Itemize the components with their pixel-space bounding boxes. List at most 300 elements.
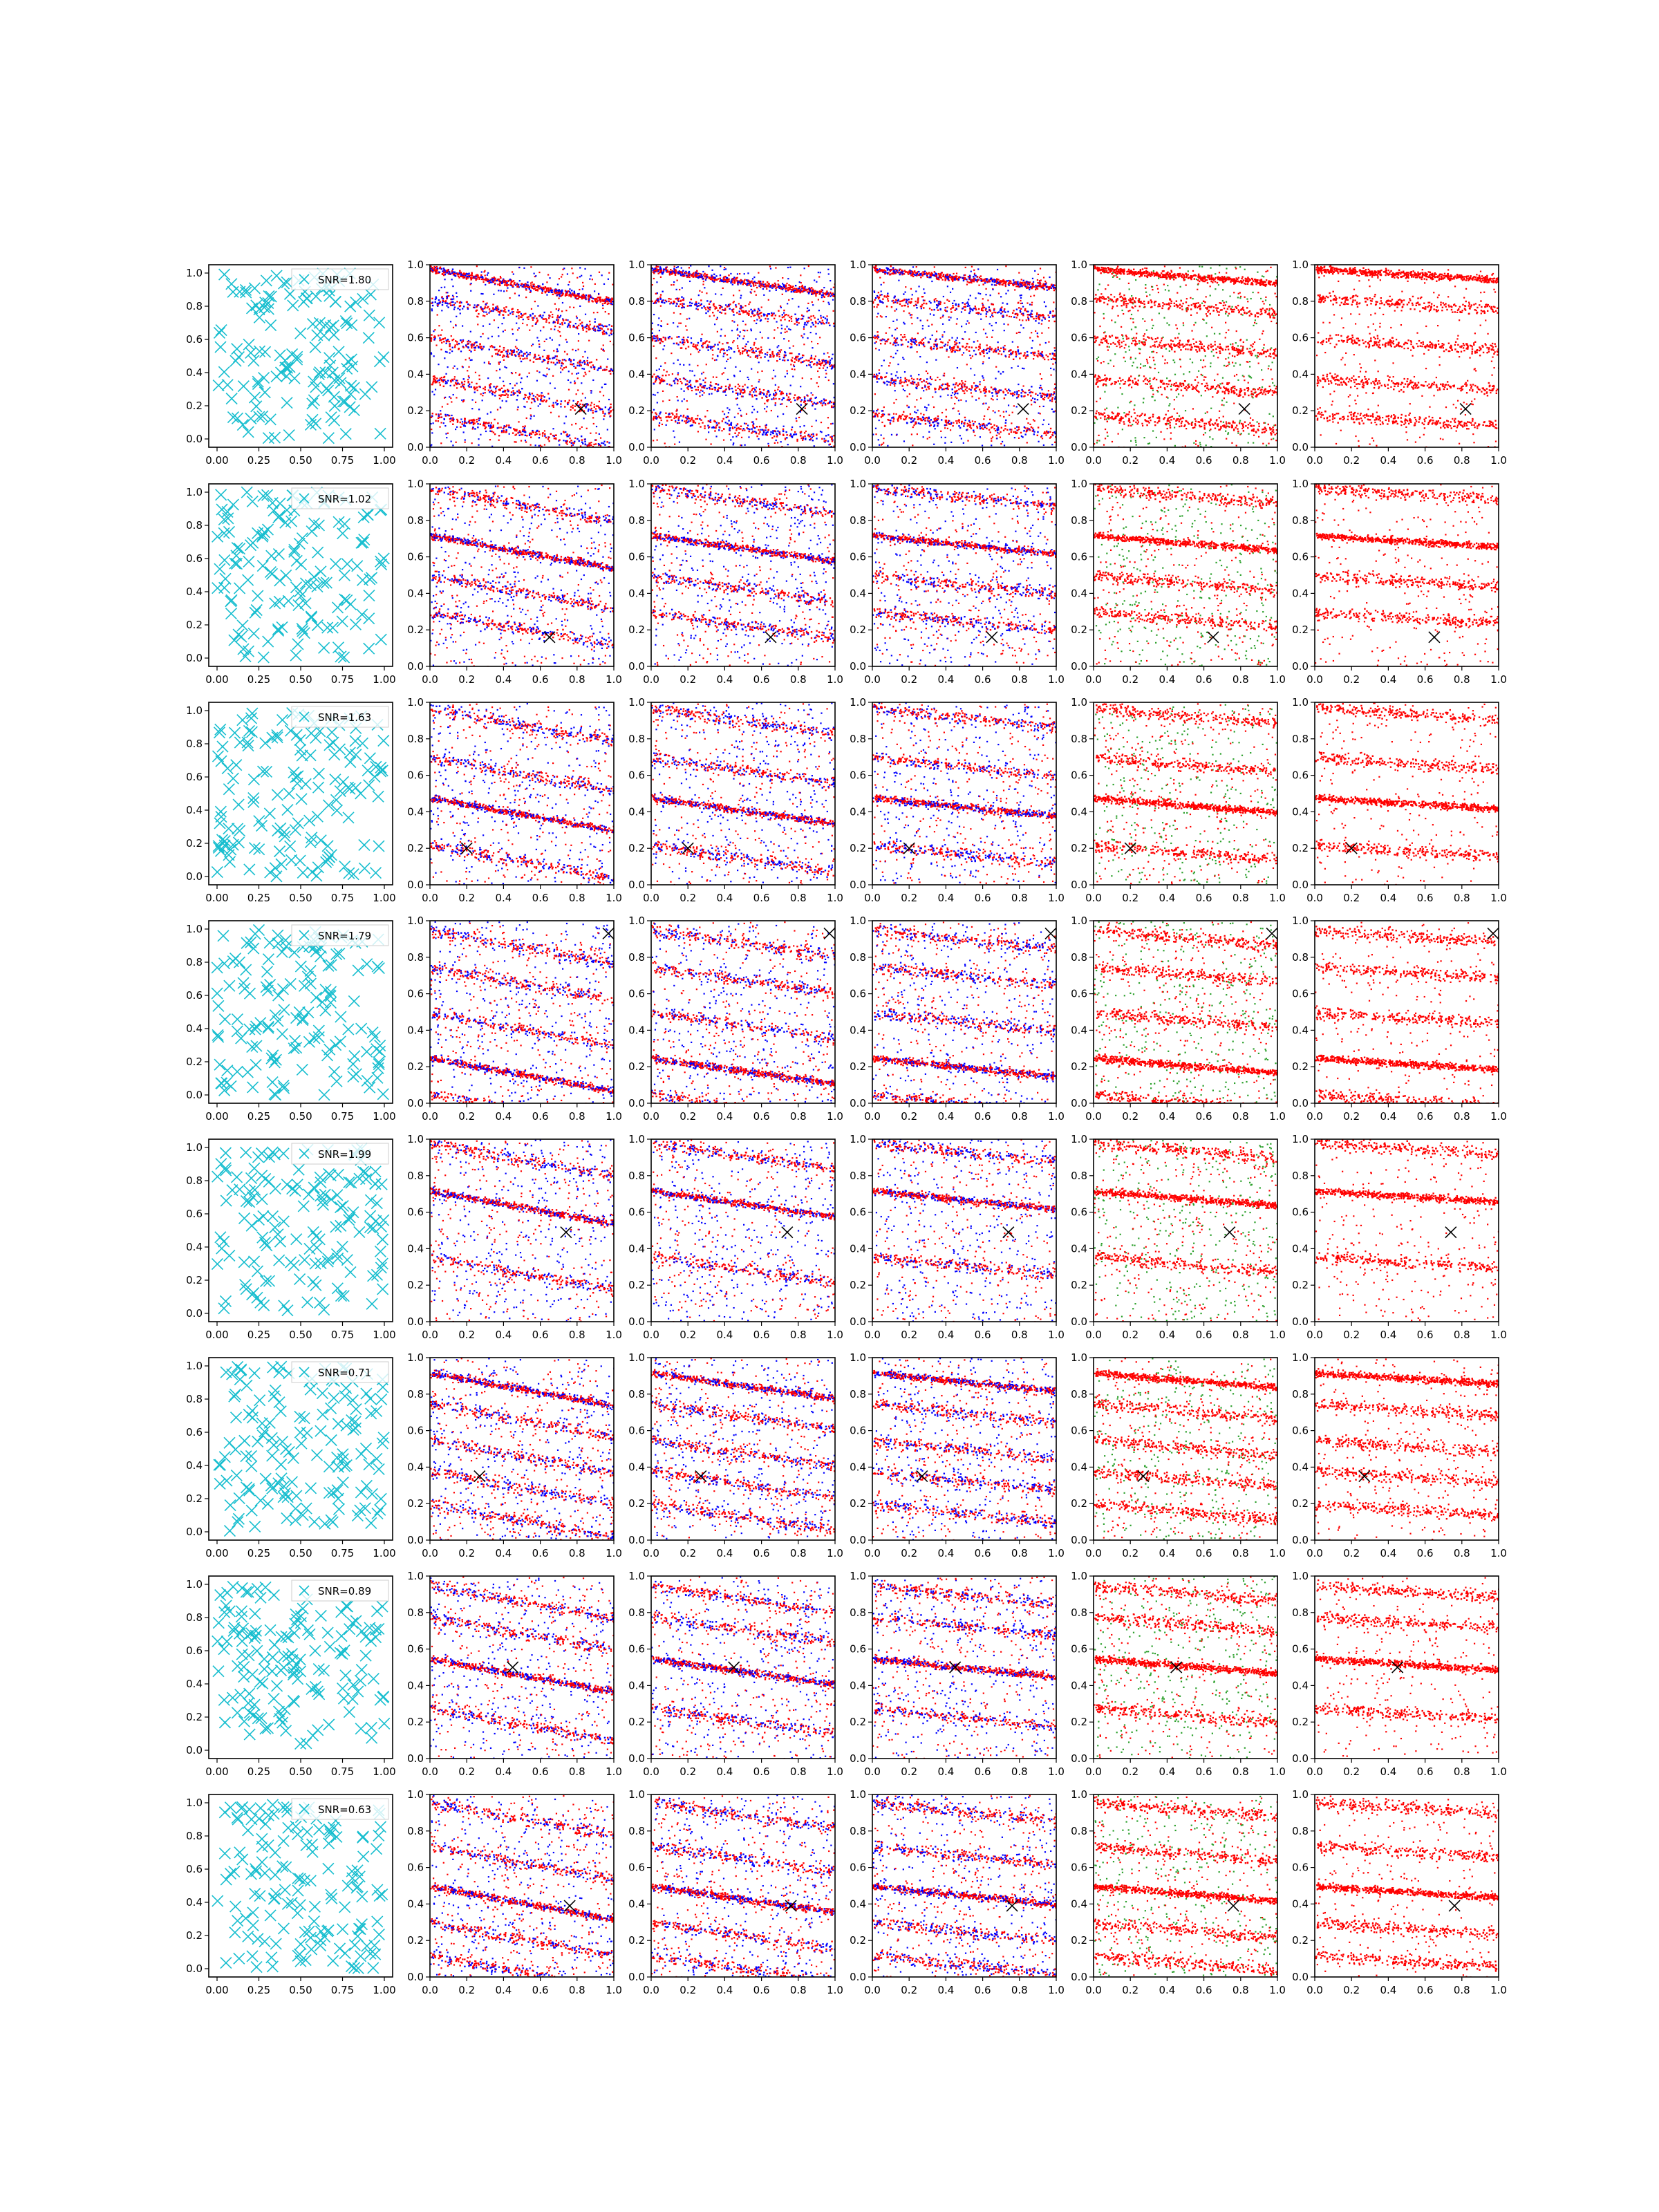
data-point <box>818 359 819 360</box>
data-point <box>675 411 677 412</box>
sample-marker <box>308 395 319 406</box>
data-point <box>798 417 800 418</box>
data-point <box>677 372 679 373</box>
data-point <box>505 431 507 433</box>
data-point <box>570 361 572 362</box>
data-point <box>661 326 662 327</box>
data-point <box>779 359 780 360</box>
data-point <box>471 345 472 346</box>
data-point <box>802 355 803 356</box>
data-point <box>709 315 711 317</box>
data-point <box>438 290 440 291</box>
x-tick-label: 0.8 <box>569 454 585 467</box>
data-point <box>431 417 432 418</box>
panel-r1-c3 <box>628 259 843 467</box>
data-point <box>447 292 448 293</box>
data-point <box>776 360 778 362</box>
sample-marker <box>281 371 292 382</box>
data-point <box>512 313 514 315</box>
data-point <box>766 424 767 425</box>
data-point <box>524 425 525 427</box>
y-tick-label: 0.0 <box>407 441 424 453</box>
data-point <box>819 291 821 292</box>
data-point <box>653 440 654 441</box>
data-point <box>467 303 469 305</box>
data-point <box>589 362 590 363</box>
data-point <box>829 303 830 305</box>
data-point <box>503 427 505 428</box>
data-point <box>746 344 747 345</box>
data-point <box>608 399 610 400</box>
data-point <box>753 285 754 286</box>
data-point <box>733 308 734 310</box>
data-point <box>463 306 465 307</box>
data-point <box>608 297 609 299</box>
data-point <box>875 348 877 349</box>
data-point <box>594 298 595 299</box>
data-point <box>566 341 568 343</box>
data-point <box>590 448 592 449</box>
data-point <box>993 399 994 400</box>
data-point <box>1029 289 1030 290</box>
data-point <box>782 277 783 279</box>
data-point <box>1039 280 1040 281</box>
data-point <box>1011 422 1012 424</box>
data-point <box>574 441 575 442</box>
data-point <box>454 272 456 273</box>
data-point <box>761 397 762 398</box>
data-point <box>714 389 715 391</box>
data-point <box>662 375 663 376</box>
data-point <box>763 294 765 296</box>
data-point <box>603 349 604 350</box>
data-point <box>671 385 672 386</box>
data-point <box>825 362 827 364</box>
data-point <box>740 353 741 355</box>
data-point <box>790 364 791 365</box>
data-point <box>457 382 458 384</box>
data-point <box>817 323 818 324</box>
data-point <box>892 321 894 322</box>
data-point <box>911 314 912 315</box>
data-point <box>713 376 714 377</box>
data-point <box>544 359 545 361</box>
data-point <box>507 281 509 282</box>
data-point <box>737 388 738 389</box>
data-point <box>493 281 494 283</box>
data-point <box>695 348 697 349</box>
data-point <box>1018 366 1019 367</box>
sample-marker <box>227 412 238 423</box>
data-point <box>529 396 530 397</box>
data-point <box>874 306 875 308</box>
data-point <box>1054 350 1056 351</box>
data-point <box>720 306 722 307</box>
data-point <box>1018 384 1019 385</box>
data-point <box>980 319 982 320</box>
data-point <box>725 304 727 306</box>
data-point <box>682 400 683 402</box>
data-point <box>493 386 494 387</box>
data-point <box>679 272 680 274</box>
data-point <box>652 284 653 285</box>
data-point <box>986 337 988 338</box>
x-tick-label: 0.4 <box>495 454 512 467</box>
data-point <box>699 350 700 351</box>
data-point <box>507 351 508 353</box>
data-point <box>590 324 591 325</box>
data-point <box>658 317 659 319</box>
data-point <box>803 360 805 362</box>
data-point <box>516 351 518 353</box>
data-point <box>924 292 926 294</box>
data-point <box>742 310 744 312</box>
data-point <box>788 396 789 397</box>
data-point <box>554 357 555 358</box>
data-point <box>537 305 538 306</box>
data-point <box>552 428 554 429</box>
data-point <box>908 406 909 408</box>
data-points <box>872 264 1058 449</box>
data-point <box>778 310 779 311</box>
data-point <box>458 343 460 344</box>
data-point <box>966 303 967 304</box>
data-point <box>451 350 453 352</box>
data-point <box>674 272 675 273</box>
data-point <box>523 398 525 400</box>
data-point <box>688 267 690 268</box>
data-point <box>673 281 675 283</box>
data-point <box>684 272 685 273</box>
data-point <box>1031 302 1033 303</box>
data-point <box>997 269 998 270</box>
data-point <box>814 445 815 447</box>
data-point <box>433 422 434 424</box>
data-point <box>499 355 500 356</box>
data-point <box>720 328 722 330</box>
data-point <box>590 433 591 434</box>
data-point <box>554 364 556 365</box>
data-point <box>536 337 538 338</box>
data-point <box>802 377 803 379</box>
data-point <box>699 378 700 379</box>
data-point <box>477 304 478 306</box>
data-point <box>564 406 565 407</box>
data-point <box>825 377 826 378</box>
data-point <box>800 404 802 406</box>
data-point <box>591 408 592 409</box>
data-point <box>768 445 769 447</box>
data-point <box>564 351 565 353</box>
data-point <box>496 309 497 310</box>
data-point <box>725 386 727 387</box>
data-point <box>715 308 717 309</box>
data-point <box>464 422 465 424</box>
data-point <box>775 315 776 316</box>
data-point <box>516 399 518 400</box>
data-point <box>935 359 937 361</box>
data-point <box>712 358 713 359</box>
data-point <box>576 373 577 375</box>
data-point <box>688 346 689 347</box>
data-point <box>997 341 999 343</box>
data-point <box>568 389 570 391</box>
data-point <box>542 356 543 357</box>
data-point <box>953 377 955 379</box>
data-point <box>823 301 824 302</box>
data-point <box>589 279 590 280</box>
data-point <box>797 319 798 321</box>
sample-marker <box>260 346 271 357</box>
data-point <box>738 335 739 336</box>
data-point <box>1053 301 1054 303</box>
data-point <box>490 346 491 347</box>
data-point <box>698 423 700 424</box>
data-point <box>666 383 668 384</box>
sample-marker <box>281 397 292 409</box>
data-point <box>446 305 447 306</box>
data-point <box>527 285 529 286</box>
data-point <box>748 379 749 380</box>
data-point <box>754 315 756 316</box>
data-point <box>1013 405 1015 406</box>
data-point <box>459 301 460 303</box>
data-point <box>989 323 991 324</box>
data-point <box>881 284 882 285</box>
data-point <box>880 315 881 317</box>
data-point <box>747 350 748 352</box>
data-point <box>518 349 519 350</box>
data-point <box>812 322 813 324</box>
data-point <box>531 345 532 346</box>
data-point <box>532 285 534 287</box>
data-point <box>743 282 744 283</box>
data-point <box>787 370 788 371</box>
data-point <box>699 391 700 393</box>
data-point <box>1016 406 1018 407</box>
data-point <box>481 271 482 272</box>
data-point <box>677 272 679 274</box>
data-point <box>581 362 583 363</box>
data-point <box>703 306 704 307</box>
data-point <box>514 392 516 393</box>
data-point <box>1049 276 1050 278</box>
data-point <box>708 346 709 348</box>
data-point <box>780 319 781 321</box>
data-point <box>783 397 785 399</box>
data-point <box>771 437 773 438</box>
data-point <box>680 323 682 324</box>
data-point <box>653 272 655 274</box>
data-point <box>497 427 498 429</box>
y-tick-label: 0.2 <box>407 404 424 417</box>
data-point <box>987 299 988 301</box>
data-point <box>437 268 438 269</box>
data-point <box>520 391 521 393</box>
data-point <box>687 409 688 410</box>
data-point <box>800 362 802 363</box>
sample-marker <box>245 413 256 424</box>
data-point <box>513 390 514 391</box>
data-point <box>811 341 812 342</box>
data-point <box>532 288 533 289</box>
data-point <box>776 353 778 355</box>
data-point <box>592 412 594 413</box>
data-point <box>1033 295 1035 297</box>
data-point <box>433 379 434 380</box>
data-point <box>740 331 741 332</box>
data-point <box>686 339 687 340</box>
data-point <box>676 336 677 337</box>
data-point <box>438 299 440 301</box>
data-point <box>539 433 541 435</box>
data-point <box>768 360 769 362</box>
data-point <box>724 309 726 310</box>
data-point <box>904 390 906 391</box>
data-point <box>815 326 816 327</box>
data-point <box>794 358 796 359</box>
data-point <box>971 266 973 268</box>
data-point <box>753 423 754 424</box>
data-point <box>825 435 827 436</box>
data-point <box>820 363 821 364</box>
data-point <box>439 337 440 339</box>
data-point <box>720 274 721 276</box>
data-point <box>471 408 473 409</box>
data-point <box>959 413 960 415</box>
data-point <box>471 347 472 348</box>
data-point <box>794 323 796 324</box>
data-point <box>592 417 594 418</box>
data-point <box>695 380 697 382</box>
data-point <box>508 427 509 428</box>
data-point <box>548 290 550 291</box>
data-point <box>447 433 449 434</box>
data-point <box>505 350 507 352</box>
data-point <box>796 418 797 419</box>
data-point <box>473 419 474 420</box>
data-point <box>754 431 756 432</box>
data-point <box>583 285 584 287</box>
data-point <box>732 278 733 279</box>
data-point <box>741 437 742 438</box>
data-point <box>758 313 760 315</box>
data-point <box>523 285 525 287</box>
data-point <box>538 371 540 373</box>
data-point <box>796 439 798 440</box>
data-point <box>520 357 521 359</box>
data-point <box>541 289 543 290</box>
data-point <box>982 377 984 379</box>
data-point <box>805 289 807 290</box>
data-point <box>691 390 693 391</box>
data-point <box>592 379 594 381</box>
data-point <box>716 319 718 320</box>
data-point <box>588 326 589 327</box>
data-point <box>724 413 725 415</box>
data-point <box>680 381 682 382</box>
data-point <box>1003 324 1004 325</box>
data-point <box>703 392 704 393</box>
data-point <box>444 302 446 303</box>
data-point <box>691 342 692 344</box>
data-point <box>449 303 450 304</box>
data-point <box>451 304 453 306</box>
data-point <box>756 395 757 396</box>
data-point <box>438 325 440 326</box>
data-point <box>482 281 484 283</box>
data-point <box>959 422 960 423</box>
data-point <box>690 386 691 387</box>
data-point <box>1037 279 1038 281</box>
data-point <box>561 362 563 363</box>
data-point <box>748 284 749 285</box>
data-point <box>605 302 606 303</box>
data-point <box>965 381 966 382</box>
data-point <box>585 331 587 332</box>
data-point <box>555 438 556 440</box>
data-point <box>755 284 756 285</box>
data-point <box>655 378 657 379</box>
data-point <box>881 290 882 292</box>
data-point <box>924 406 926 408</box>
data-point <box>681 382 682 384</box>
data-point <box>449 396 450 397</box>
data-point <box>447 366 449 368</box>
data-point <box>565 416 567 418</box>
data-point <box>579 363 581 364</box>
data-point <box>1020 303 1022 304</box>
data-point <box>777 352 778 353</box>
data-point <box>800 435 801 436</box>
data-point <box>659 422 660 424</box>
data-point <box>675 298 677 299</box>
data-point <box>509 279 511 280</box>
data-point <box>520 382 521 383</box>
data-point <box>678 336 679 337</box>
data-point <box>485 312 487 313</box>
data-point <box>581 400 582 401</box>
data-point <box>715 275 717 276</box>
data-point <box>915 406 916 407</box>
data-point <box>610 404 611 405</box>
data-point <box>764 403 765 404</box>
data-point <box>968 322 970 324</box>
data-point <box>712 312 713 313</box>
data-point <box>571 290 572 291</box>
data-point <box>666 270 667 271</box>
data-point <box>773 393 774 395</box>
data-point <box>798 360 799 362</box>
data-point <box>895 375 897 376</box>
data-point <box>607 303 608 305</box>
data-point <box>828 379 830 381</box>
data-point <box>831 402 832 403</box>
data-point <box>577 377 579 379</box>
data-point <box>470 350 471 352</box>
data-point <box>442 406 443 407</box>
data-point <box>446 270 447 271</box>
data-point <box>794 314 796 315</box>
data-point <box>890 356 892 357</box>
data-point <box>1014 289 1015 290</box>
data-point <box>770 431 771 433</box>
data-point <box>720 335 722 337</box>
data-point <box>774 435 775 437</box>
data-point <box>449 349 451 350</box>
data-point <box>553 362 554 364</box>
data-point <box>513 273 514 274</box>
